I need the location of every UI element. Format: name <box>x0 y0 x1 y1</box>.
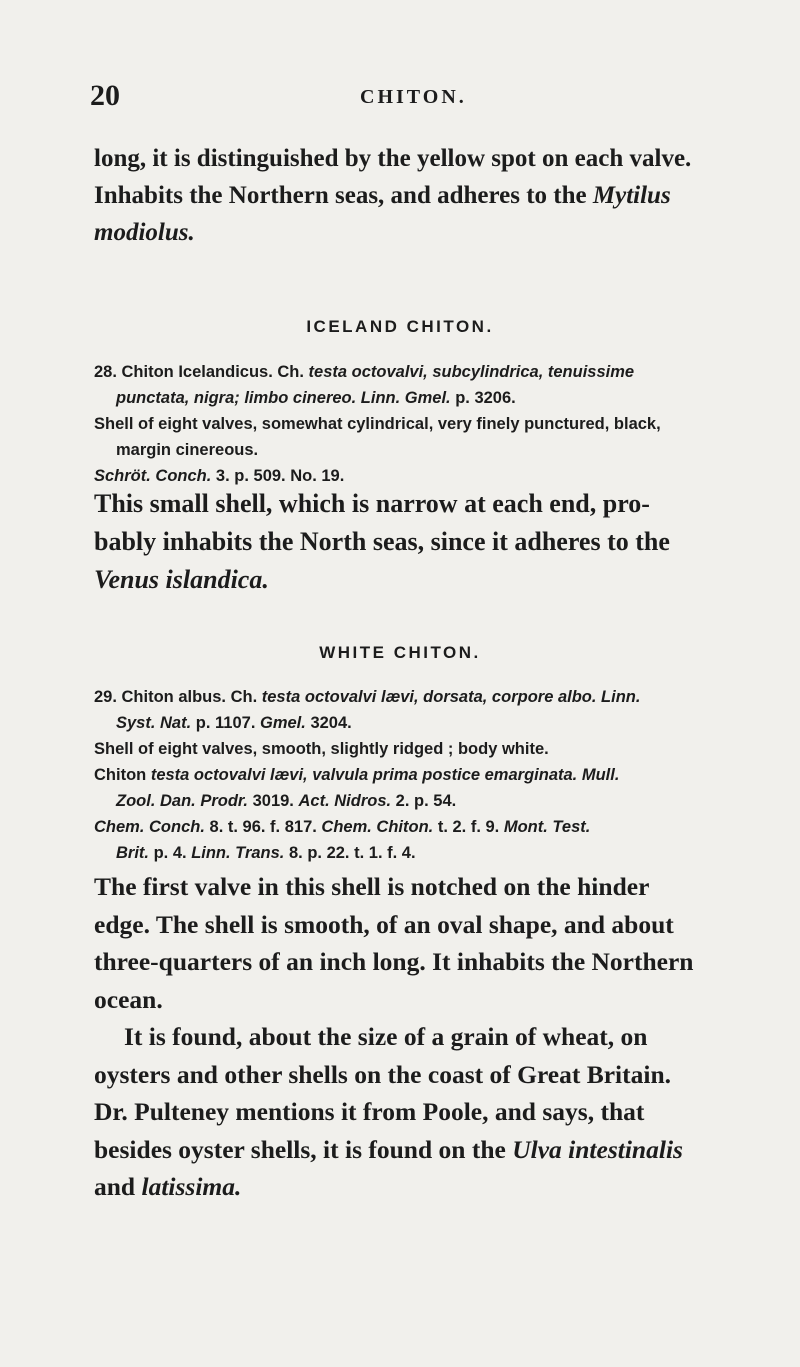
iceland-description <box>94 485 744 599</box>
entry-line: 8. p. 22. t. 1. f. 4. <box>284 844 416 862</box>
entry-line: t. 2. f. 9. <box>433 818 504 836</box>
entry-line: Gmel. <box>260 714 306 732</box>
entry-line: Shell of eight valves, smooth, slightly ridged ; body white. <box>94 740 549 758</box>
entry-line: Chem. Chiton. <box>321 818 434 836</box>
entry-line: 29. Chiton albus. Ch. <box>94 688 262 706</box>
entry-line: 3204. <box>305 714 352 732</box>
entry-line: 28. Chiton Icelandicus. Ch. <box>94 363 309 381</box>
intro-line: Inhabits the Northern seas, and adheres to the <box>94 182 593 209</box>
entry-line: margin cinereous. <box>116 441 259 459</box>
entry-line: Shell of eight valves, somewhat cylindrical, very finely punctured, black, <box>94 415 661 433</box>
entry-line: testa octovalvi, subcylindrica, tenuissime <box>308 363 635 381</box>
intro-line: long, it is distinguished by the yellow spot on each valve. <box>94 145 692 172</box>
intro-species: Mytilus <box>592 182 671 209</box>
entry-line: Linn. Trans. <box>191 844 285 862</box>
entry-line: 8. t. 96. f. 817. <box>204 818 322 836</box>
entry-line: Chem. Conch. <box>94 818 205 836</box>
entry-line: testa octovalvi lævi, dorsata, corpore albo. Linn. <box>261 688 641 706</box>
entry-line: Brit. <box>116 844 149 862</box>
body-line: Dr. Pulteney mentions it from Poole, and says, that <box>94 1097 645 1126</box>
intro-paragraph <box>94 140 744 251</box>
entry-line: Chiton <box>94 766 151 784</box>
running-title: CHITON. <box>360 86 467 108</box>
species-entry-white <box>94 684 744 866</box>
page-number: 20 <box>90 79 120 112</box>
entry-line: p. 1107. <box>191 714 260 732</box>
entry-line: Schröt. Conch. <box>94 467 212 485</box>
entry-line: testa octovalvi lævi, valvula prima postice emarginata. Mull. <box>150 766 620 784</box>
entry-line: p. 4. <box>149 844 192 862</box>
body-line: oysters and other shells on the coast of Great Britain. <box>94 1059 672 1089</box>
entry-line: Syst. Nat. <box>116 714 192 732</box>
section-heading-white-chiton: WHITE CHITON. <box>319 643 481 662</box>
entry-line: 3019. <box>248 792 299 810</box>
white-description <box>94 868 744 1206</box>
intro-species: modiolus. <box>94 219 195 246</box>
body-line: ocean. <box>94 984 163 1014</box>
body-line: three-quarters of an inch long. It inhabits the Northern <box>94 947 694 976</box>
body-line: bably inhabits the North seas, since it adheres to the <box>94 527 670 556</box>
entry-line: p. 3206. <box>450 389 516 407</box>
body-line: and <box>94 1172 142 1201</box>
body-line: besides oyster shells, it is found on the <box>94 1134 513 1164</box>
entry-line: 2. p. 54. <box>391 792 457 810</box>
body-species: Ulva intestinalis <box>512 1134 683 1164</box>
running-head <box>90 76 730 116</box>
entry-line: 3. p. 509. No. 19. <box>211 467 345 485</box>
entry-line: punctata, nigra; limbo cinereo. Linn. Gmel. <box>116 389 451 407</box>
body-species: latissima. <box>141 1172 242 1201</box>
species-entry-iceland <box>94 359 744 489</box>
section-heading-iceland-chiton: ICELAND CHITON. <box>306 317 494 336</box>
body-line: The first valve in this shell is notched on the hinder <box>94 872 650 901</box>
entry-line: Zool. Dan. Prodr. <box>116 792 249 810</box>
body-line: edge. The shell is smooth, of an oval shape, and about <box>94 909 674 939</box>
entry-line: Mont. Test. <box>503 818 591 836</box>
body-species: Venus islandica. <box>94 565 269 594</box>
body-line: It is found, about the size of a grain of wheat, on <box>124 1022 648 1051</box>
body-line: This small shell, which is narrow at each end, pro- <box>94 489 650 518</box>
entry-line: Act. Nidros. <box>298 792 392 810</box>
